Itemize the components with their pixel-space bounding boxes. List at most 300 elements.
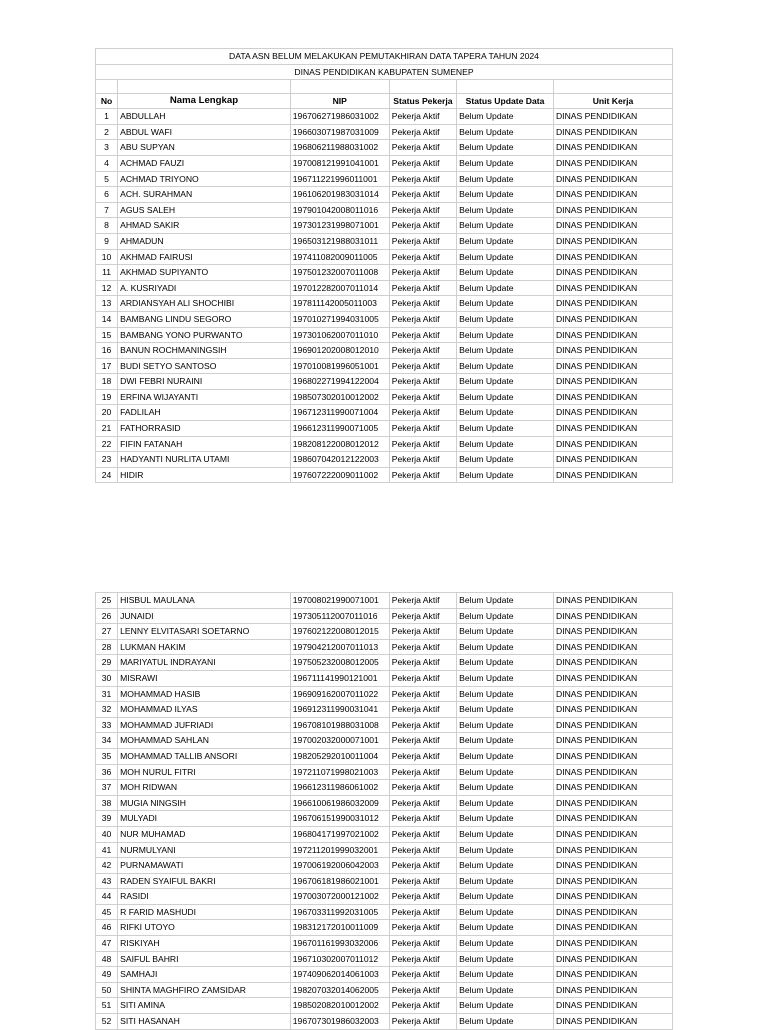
- cell-no: 47: [96, 936, 118, 952]
- cell-update: Belum Update: [457, 249, 554, 265]
- cell-unit: DINAS PENDIDIKAN: [553, 265, 672, 281]
- table-row: [96, 936, 673, 952]
- data-table-page-2: [95, 592, 673, 1030]
- cell-nip: 196612311986061002: [290, 780, 389, 796]
- cell-nip: 196909162007011022: [290, 686, 389, 702]
- cell-unit: DINAS PENDIDIKAN: [553, 780, 672, 796]
- cell-no: 39: [96, 811, 118, 827]
- table-row: [96, 343, 673, 359]
- header-nip: NIP: [290, 94, 389, 109]
- cell-no: 49: [96, 967, 118, 983]
- cell-nip: 196710302007011012: [290, 951, 389, 967]
- cell-nip: 197811142005011003: [290, 296, 389, 312]
- table-row: [96, 249, 673, 265]
- cell-update: Belum Update: [457, 1014, 554, 1030]
- cell-status: Pekerja Aktif: [389, 436, 456, 452]
- cell-status: Pekerja Aktif: [389, 951, 456, 967]
- cell-update: Belum Update: [457, 109, 554, 125]
- cell-unit: DINAS PENDIDIKAN: [553, 171, 672, 187]
- cell-nip: 197012282007011014: [290, 280, 389, 296]
- cell-status: Pekerja Aktif: [389, 405, 456, 421]
- cell-name: SITI HASANAH: [118, 1014, 291, 1030]
- cell-status: Pekerja Aktif: [389, 265, 456, 281]
- table-row: [96, 202, 673, 218]
- cell-no: 6: [96, 187, 118, 203]
- table-row: [96, 639, 673, 655]
- cell-no: 20: [96, 405, 118, 421]
- table-row: [96, 280, 673, 296]
- cell-nip: 196806211988031002: [290, 140, 389, 156]
- cell-nip: 197006192006042003: [290, 858, 389, 874]
- cell-no: 33: [96, 717, 118, 733]
- table-row: [96, 826, 673, 842]
- cell-status: Pekerja Aktif: [389, 249, 456, 265]
- cell-name: ABDULLAH: [118, 109, 291, 125]
- cell-nip: 197002032000071001: [290, 733, 389, 749]
- cell-nip: 196106201983031014: [290, 187, 389, 203]
- cell-no: 50: [96, 982, 118, 998]
- cell-status: Pekerja Aktif: [389, 889, 456, 905]
- cell-update: Belum Update: [457, 452, 554, 468]
- cell-status: Pekerja Aktif: [389, 998, 456, 1014]
- cell-unit: DINAS PENDIDIKAN: [553, 311, 672, 327]
- cell-unit: DINAS PENDIDIKAN: [553, 124, 672, 140]
- cell-nip: 198312172010011009: [290, 920, 389, 936]
- table-row: [96, 218, 673, 234]
- cell-unit: DINAS PENDIDIKAN: [553, 858, 672, 874]
- cell-name: ABU SUPYAN: [118, 140, 291, 156]
- cell-name: LUKMAN HAKIM: [118, 639, 291, 655]
- cell-nip: 197505232008012005: [290, 655, 389, 671]
- cell-update: Belum Update: [457, 655, 554, 671]
- cell-status: Pekerja Aktif: [389, 608, 456, 624]
- table-row: [96, 358, 673, 374]
- cell-unit: DINAS PENDIDIKAN: [553, 296, 672, 312]
- cell-no: 45: [96, 904, 118, 920]
- cell-status: Pekerja Aktif: [389, 624, 456, 640]
- cell-name: ACHMAD TRIYONO: [118, 171, 291, 187]
- cell-update: Belum Update: [457, 389, 554, 405]
- cell-status: Pekerja Aktif: [389, 702, 456, 718]
- cell-nip: 197901042008011016: [290, 202, 389, 218]
- cell-name: ACHMAD FAUZI: [118, 155, 291, 171]
- table-row: [96, 920, 673, 936]
- cell-unit: DINAS PENDIDIKAN: [553, 811, 672, 827]
- cell-update: Belum Update: [457, 233, 554, 249]
- cell-status: Pekerja Aktif: [389, 748, 456, 764]
- cell-update: Belum Update: [457, 280, 554, 296]
- cell-nip: 197008121991041001: [290, 155, 389, 171]
- table-row: [96, 109, 673, 125]
- cell-name: MOHAMMAD HASIB: [118, 686, 291, 702]
- cell-update: Belum Update: [457, 702, 554, 718]
- cell-update: Belum Update: [457, 436, 554, 452]
- table-row: [96, 389, 673, 405]
- cell-status: Pekerja Aktif: [389, 936, 456, 952]
- cell-status: Pekerja Aktif: [389, 374, 456, 390]
- cell-status: Pekerja Aktif: [389, 280, 456, 296]
- table-row: [96, 233, 673, 249]
- header-no: No: [96, 94, 118, 109]
- cell-no: 28: [96, 639, 118, 655]
- cell-name: AGUS SALEH: [118, 202, 291, 218]
- table-row: [96, 858, 673, 874]
- cell-update: Belum Update: [457, 889, 554, 905]
- cell-name: MOHAMMAD SAHLAN: [118, 733, 291, 749]
- cell-update: Belum Update: [457, 265, 554, 281]
- cell-update: Belum Update: [457, 733, 554, 749]
- cell-name: MOHAMMAD ILYAS: [118, 702, 291, 718]
- cell-nip: 197305112007011016: [290, 608, 389, 624]
- table-row: [96, 593, 673, 609]
- cell-name: RIFKI UTOYO: [118, 920, 291, 936]
- cell-status: Pekerja Aktif: [389, 296, 456, 312]
- cell-unit: DINAS PENDIDIKAN: [553, 920, 672, 936]
- cell-status: Pekerja Aktif: [389, 187, 456, 203]
- table-row: [96, 780, 673, 796]
- data-table-page-1: [95, 48, 673, 483]
- cell-nip: 197501232007011008: [290, 265, 389, 281]
- cell-update: Belum Update: [457, 936, 554, 952]
- cell-unit: DINAS PENDIDIKAN: [553, 967, 672, 983]
- cell-status: Pekerja Aktif: [389, 233, 456, 249]
- cell-unit: DINAS PENDIDIKAN: [553, 1014, 672, 1030]
- cell-no: 38: [96, 795, 118, 811]
- cell-no: 13: [96, 296, 118, 312]
- cell-no: 17: [96, 358, 118, 374]
- cell-update: Belum Update: [457, 593, 554, 609]
- cell-unit: DINAS PENDIDIKAN: [553, 764, 672, 780]
- table-row: [96, 624, 673, 640]
- cell-unit: DINAS PENDIDIKAN: [553, 343, 672, 359]
- cell-nip: 196708101988031008: [290, 717, 389, 733]
- cell-nip: 196603071987031009: [290, 124, 389, 140]
- cell-name: SAMHAJI: [118, 967, 291, 983]
- cell-unit: DINAS PENDIDIKAN: [553, 405, 672, 421]
- cell-name: SHINTA MAGHFIRO ZAMSIDAR: [118, 982, 291, 998]
- cell-unit: DINAS PENDIDIKAN: [553, 421, 672, 437]
- table-row: [96, 296, 673, 312]
- cell-no: 29: [96, 655, 118, 671]
- table-row: [96, 265, 673, 281]
- cell-no: 19: [96, 389, 118, 405]
- cell-status: Pekerja Aktif: [389, 218, 456, 234]
- cell-status: Pekerja Aktif: [389, 904, 456, 920]
- cell-nip: 196711221996011001: [290, 171, 389, 187]
- header-name: Nama Lengkap: [118, 94, 291, 109]
- cell-name: BAMBANG LINDU SEGORO: [118, 311, 291, 327]
- cell-update: Belum Update: [457, 826, 554, 842]
- header-row: [96, 94, 673, 109]
- table-row: [96, 842, 673, 858]
- cell-no: 46: [96, 920, 118, 936]
- cell-name: HADYANTI NURLITA UTAMI: [118, 452, 291, 468]
- cell-name: ARDIANSYAH ALI SHOCHIBI: [118, 296, 291, 312]
- table-row: [96, 311, 673, 327]
- cell-name: HISBUL MAULANA: [118, 593, 291, 609]
- cell-unit: DINAS PENDIDIKAN: [553, 826, 672, 842]
- table-row: [96, 733, 673, 749]
- cell-unit: DINAS PENDIDIKAN: [553, 202, 672, 218]
- cell-status: Pekerja Aktif: [389, 780, 456, 796]
- cell-nip: 197904212007011013: [290, 639, 389, 655]
- cell-no: 4: [96, 155, 118, 171]
- cell-unit: DINAS PENDIDIKAN: [553, 982, 672, 998]
- table-row: [96, 982, 673, 998]
- cell-name: MOHAMMAD JUFRIADI: [118, 717, 291, 733]
- cell-unit: DINAS PENDIDIKAN: [553, 389, 672, 405]
- cell-no: 9: [96, 233, 118, 249]
- cell-status: Pekerja Aktif: [389, 811, 456, 827]
- cell-name: DWI FEBRI NURAINI: [118, 374, 291, 390]
- cell-status: Pekerja Aktif: [389, 733, 456, 749]
- spacer-row: [96, 80, 673, 94]
- table-row: [96, 670, 673, 686]
- cell-unit: DINAS PENDIDIKAN: [553, 374, 672, 390]
- cell-name: AKHMAD FAIRUSI: [118, 249, 291, 265]
- cell-update: Belum Update: [457, 858, 554, 874]
- table-row: [96, 405, 673, 421]
- cell-update: Belum Update: [457, 670, 554, 686]
- table-row: [96, 764, 673, 780]
- cell-status: Pekerja Aktif: [389, 842, 456, 858]
- table-row: [96, 655, 673, 671]
- cell-unit: DINAS PENDIDIKAN: [553, 327, 672, 343]
- cell-nip: 196706151990031012: [290, 811, 389, 827]
- cell-name: MULYADI: [118, 811, 291, 827]
- cell-nip: 197211201999032001: [290, 842, 389, 858]
- cell-no: 37: [96, 780, 118, 796]
- document-title: DATA ASN BELUM MELAKUKAN PEMUTAKHIRAN DATA TAPERA TAHUN 2024: [96, 49, 673, 65]
- cell-status: Pekerja Aktif: [389, 389, 456, 405]
- cell-no: 42: [96, 858, 118, 874]
- cell-status: Pekerja Aktif: [389, 452, 456, 468]
- cell-no: 31: [96, 686, 118, 702]
- cell-unit: DINAS PENDIDIKAN: [553, 639, 672, 655]
- cell-no: 26: [96, 608, 118, 624]
- cell-update: Belum Update: [457, 764, 554, 780]
- cell-no: 52: [96, 1014, 118, 1030]
- table-row: [96, 171, 673, 187]
- cell-update: Belum Update: [457, 904, 554, 920]
- table-row: [96, 421, 673, 437]
- cell-no: 5: [96, 171, 118, 187]
- cell-name: BUDI SETYO SANTOSO: [118, 358, 291, 374]
- cell-status: Pekerja Aktif: [389, 467, 456, 483]
- cell-update: Belum Update: [457, 717, 554, 733]
- cell-nip: 196503121988031011: [290, 233, 389, 249]
- cell-no: 2: [96, 124, 118, 140]
- cell-no: 51: [96, 998, 118, 1014]
- cell-nip: 198502082010012002: [290, 998, 389, 1014]
- cell-status: Pekerja Aktif: [389, 109, 456, 125]
- cell-status: Pekerja Aktif: [389, 982, 456, 998]
- cell-update: Belum Update: [457, 296, 554, 312]
- table-row: [96, 124, 673, 140]
- table-row: [96, 452, 673, 468]
- cell-update: Belum Update: [457, 374, 554, 390]
- cell-no: 3: [96, 140, 118, 156]
- cell-nip: 197301231998071001: [290, 218, 389, 234]
- cell-unit: DINAS PENDIDIKAN: [553, 717, 672, 733]
- cell-nip: 196707301986032003: [290, 1014, 389, 1030]
- cell-nip: 197010081996051001: [290, 358, 389, 374]
- cell-no: 10: [96, 249, 118, 265]
- table-row: [96, 327, 673, 343]
- cell-name: SITI AMINA: [118, 998, 291, 1014]
- header-status: Status Pekerja: [389, 94, 456, 109]
- cell-no: 44: [96, 889, 118, 905]
- cell-no: 7: [96, 202, 118, 218]
- cell-name: BANUN ROCHMANINGSIH: [118, 343, 291, 359]
- table-row: [96, 904, 673, 920]
- table-row: [96, 717, 673, 733]
- cell-unit: DINAS PENDIDIKAN: [553, 904, 672, 920]
- cell-name: HIDIR: [118, 467, 291, 483]
- cell-name: AHMAD SAKIR: [118, 218, 291, 234]
- cell-no: 12: [96, 280, 118, 296]
- cell-name: PURNAMAWATI: [118, 858, 291, 874]
- cell-nip: 196712311990071004: [290, 405, 389, 421]
- cell-nip: 197602122008012015: [290, 624, 389, 640]
- cell-nip: 196610061986032009: [290, 795, 389, 811]
- cell-no: 27: [96, 624, 118, 640]
- cell-update: Belum Update: [457, 187, 554, 203]
- cell-status: Pekerja Aktif: [389, 717, 456, 733]
- cell-no: 8: [96, 218, 118, 234]
- cell-unit: DINAS PENDIDIKAN: [553, 936, 672, 952]
- cell-name: ACH. SURAHMAN: [118, 187, 291, 203]
- table-row: [96, 686, 673, 702]
- table-row: [96, 608, 673, 624]
- cell-nip: 196912311990031041: [290, 702, 389, 718]
- table-row: [96, 873, 673, 889]
- cell-name: FIFIN FATANAH: [118, 436, 291, 452]
- document-subtitle: DINAS PENDIDIKAN KABUPATEN SUMENEP: [96, 64, 673, 80]
- cell-unit: DINAS PENDIDIKAN: [553, 686, 672, 702]
- cell-unit: DINAS PENDIDIKAN: [553, 233, 672, 249]
- cell-update: Belum Update: [457, 140, 554, 156]
- cell-no: 32: [96, 702, 118, 718]
- cell-update: Belum Update: [457, 624, 554, 640]
- cell-status: Pekerja Aktif: [389, 670, 456, 686]
- cell-nip: 197607222009011002: [290, 467, 389, 483]
- cell-name: LENNY ELVITASARI SOETARNO: [118, 624, 291, 640]
- cell-update: Belum Update: [457, 124, 554, 140]
- cell-nip: 198507302010012002: [290, 389, 389, 405]
- cell-unit: DINAS PENDIDIKAN: [553, 187, 672, 203]
- cell-status: Pekerja Aktif: [389, 124, 456, 140]
- cell-unit: DINAS PENDIDIKAN: [553, 218, 672, 234]
- cell-status: Pekerja Aktif: [389, 858, 456, 874]
- cell-name: ABDUL WAFI: [118, 124, 291, 140]
- cell-name: R FARID MASHUDI: [118, 904, 291, 920]
- cell-no: 25: [96, 593, 118, 609]
- cell-name: RADEN SYAIFUL BAKRI: [118, 873, 291, 889]
- cell-nip: 198205292010011004: [290, 748, 389, 764]
- cell-name: AHMADUN: [118, 233, 291, 249]
- cell-no: 24: [96, 467, 118, 483]
- cell-nip: 196706271986031002: [290, 109, 389, 125]
- cell-name: RASIDI: [118, 889, 291, 905]
- cell-name: MOHAMMAD TALLIB ANSORI: [118, 748, 291, 764]
- cell-unit: DINAS PENDIDIKAN: [553, 280, 672, 296]
- cell-no: 36: [96, 764, 118, 780]
- cell-nip: 197010271994031005: [290, 311, 389, 327]
- cell-name: MUGIA NINGSIH: [118, 795, 291, 811]
- cell-unit: DINAS PENDIDIKAN: [553, 155, 672, 171]
- cell-unit: DINAS PENDIDIKAN: [553, 889, 672, 905]
- cell-status: Pekerja Aktif: [389, 327, 456, 343]
- cell-update: Belum Update: [457, 155, 554, 171]
- cell-update: Belum Update: [457, 343, 554, 359]
- table-row: [96, 436, 673, 452]
- cell-nip: 198207032014062005: [290, 982, 389, 998]
- cell-no: 41: [96, 842, 118, 858]
- cell-no: 43: [96, 873, 118, 889]
- cell-unit: DINAS PENDIDIKAN: [553, 795, 672, 811]
- cell-status: Pekerja Aktif: [389, 967, 456, 983]
- cell-no: 16: [96, 343, 118, 359]
- cell-update: Belum Update: [457, 842, 554, 858]
- table-row: [96, 998, 673, 1014]
- cell-no: 34: [96, 733, 118, 749]
- cell-nip: 197301062007011010: [290, 327, 389, 343]
- cell-unit: DINAS PENDIDIKAN: [553, 452, 672, 468]
- cell-no: 23: [96, 452, 118, 468]
- cell-nip: 198208122008012012: [290, 436, 389, 452]
- cell-no: 30: [96, 670, 118, 686]
- cell-update: Belum Update: [457, 639, 554, 655]
- cell-name: MISRAWI: [118, 670, 291, 686]
- cell-status: Pekerja Aktif: [389, 171, 456, 187]
- cell-unit: DINAS PENDIDIKAN: [553, 733, 672, 749]
- cell-status: Pekerja Aktif: [389, 358, 456, 374]
- cell-status: Pekerja Aktif: [389, 920, 456, 936]
- cell-name: FATHORRASID: [118, 421, 291, 437]
- cell-name: MOH NURUL FITRI: [118, 764, 291, 780]
- cell-unit: DINAS PENDIDIKAN: [553, 608, 672, 624]
- table-row: [96, 155, 673, 171]
- cell-no: 1: [96, 109, 118, 125]
- cell-unit: DINAS PENDIDIKAN: [553, 436, 672, 452]
- cell-unit: DINAS PENDIDIKAN: [553, 593, 672, 609]
- cell-status: Pekerja Aktif: [389, 140, 456, 156]
- cell-name: A. KUSRIYADI: [118, 280, 291, 296]
- cell-update: Belum Update: [457, 421, 554, 437]
- cell-name: BAMBANG YONO PURWANTO: [118, 327, 291, 343]
- cell-nip: 196802271994122004: [290, 374, 389, 390]
- cell-status: Pekerja Aktif: [389, 826, 456, 842]
- cell-status: Pekerja Aktif: [389, 795, 456, 811]
- cell-no: 35: [96, 748, 118, 764]
- table-row: [96, 811, 673, 827]
- cell-name: SAIFUL BAHRI: [118, 951, 291, 967]
- cell-update: Belum Update: [457, 873, 554, 889]
- cell-name: MARIYATUL INDRAYANI: [118, 655, 291, 671]
- table-row: [96, 967, 673, 983]
- cell-no: 15: [96, 327, 118, 343]
- cell-unit: DINAS PENDIDIKAN: [553, 467, 672, 483]
- table-row: [96, 374, 673, 390]
- cell-nip: 197409062014061003: [290, 967, 389, 983]
- cell-update: Belum Update: [457, 795, 554, 811]
- cell-unit: DINAS PENDIDIKAN: [553, 873, 672, 889]
- cell-nip: 196612311990071005: [290, 421, 389, 437]
- cell-update: Belum Update: [457, 998, 554, 1014]
- cell-name: NUR MUHAMAD: [118, 826, 291, 842]
- cell-no: 14: [96, 311, 118, 327]
